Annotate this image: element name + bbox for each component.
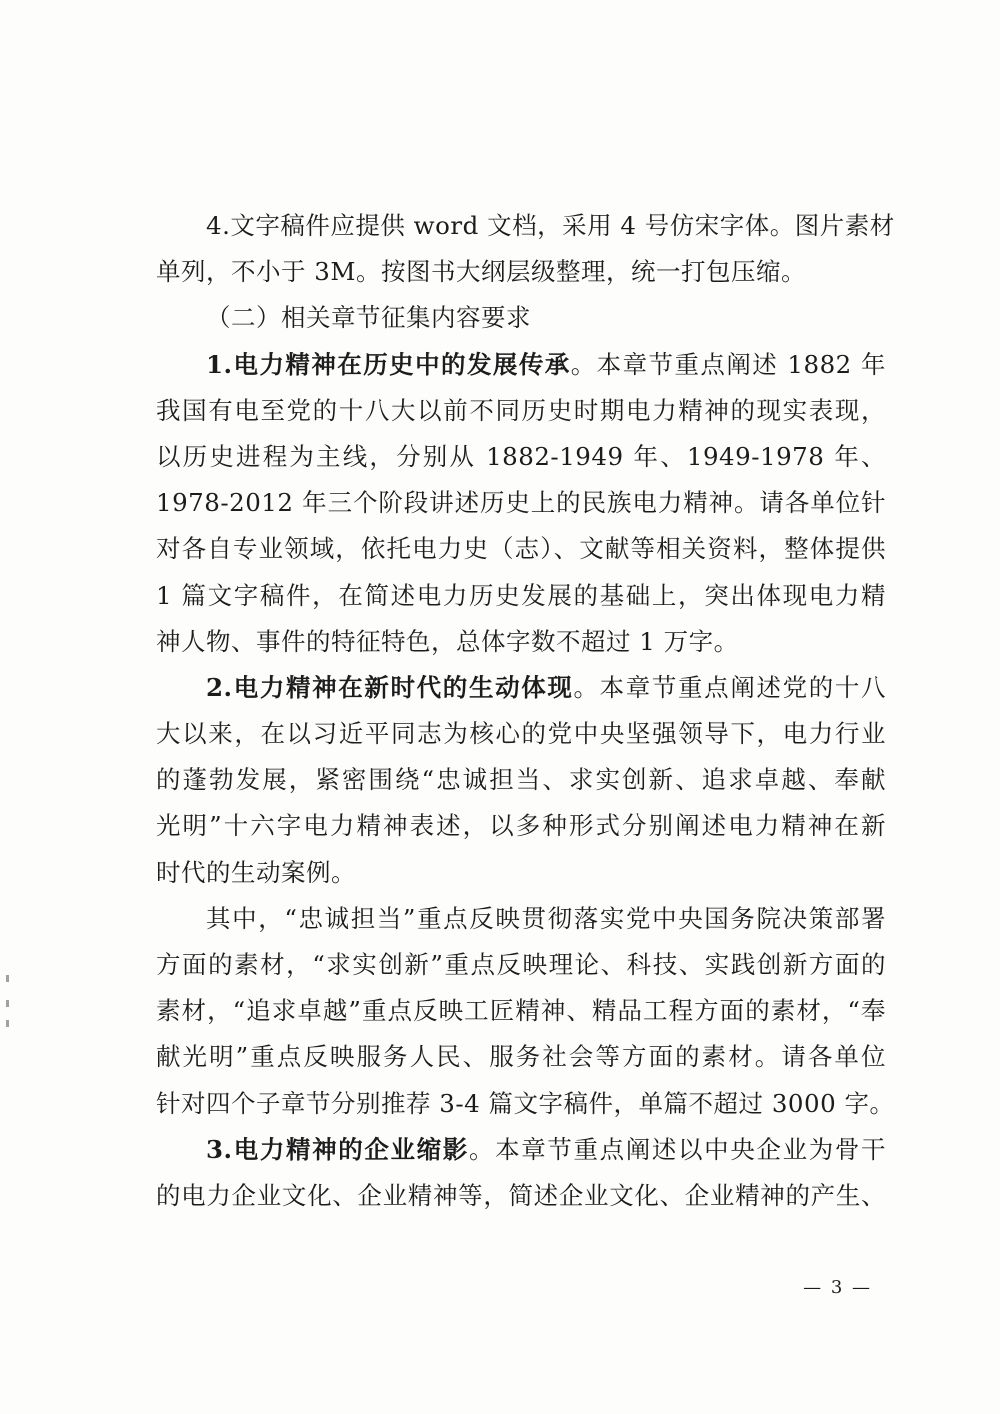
scan-edge-mark	[6, 975, 9, 982]
section-subheading: （二）相关章节征集内容要求	[206, 303, 531, 333]
text-line: 光明”十六字电力精神表述，以多种形式分别阐述电力精神在新	[156, 811, 886, 841]
text-line: 4.文字稿件应提供 word 文档，采用 4 号仿宋字体。图片素材	[206, 211, 895, 240]
text-line: 时代的生动案例。	[156, 857, 356, 887]
text-run: 。本章节重点阐述 1882 年	[570, 349, 886, 379]
text-line: 针对四个子章节分别推荐 3-4 篇文字稿件，单篇不超过 3000 字。	[156, 1088, 895, 1118]
text-line: 单列，不小于 3M。按图书大纲层级整理，统一打包压缩。	[156, 257, 806, 287]
text-line: 素材，“追求卓越”重点反映工匠精神、精品工程方面的素材，“奉	[156, 996, 886, 1026]
text-line: 以历史进程为主线，分别从 1882-1949 年、1949-1978 年、	[156, 441, 886, 471]
text-line	[156, 1127, 886, 1173]
text-line: 1 篇文字稿件，在简述电力历史发展的基础上，突出体现电力精	[156, 580, 886, 610]
chapter-heading: 1.电力精神在历史中的发展传承	[206, 349, 571, 379]
text-line: 方面的素材，“求实创新”重点反映理论、科技、实践创新方面的	[156, 950, 886, 979]
chapter-heading: 2.电力精神在新时代的生动体现	[206, 672, 574, 702]
text-line: 神人物、事件的特征特色，总体字数不超过 1 万字。	[156, 626, 739, 656]
page-number: — 3 —	[803, 1277, 872, 1298]
text-line: 大以来，在以习近平同志为核心的党中央坚强领导下，电力行业	[156, 719, 886, 749]
chapter-heading: 3.电力精神的企业缩影	[206, 1134, 469, 1164]
text-line: 其中，“忠诚担当”重点反映贯彻落实党中央国务院决策部署	[206, 903, 886, 933]
text-run: 。本章节重点阐述党的十八	[573, 672, 887, 702]
text-line: 的电力企业文化、企业精神等，简述企业文化、企业精神的产生、	[156, 1180, 886, 1210]
scan-edge-mark	[6, 1000, 9, 1007]
text-line	[156, 665, 886, 711]
text-line	[156, 342, 886, 388]
text-line: 的蓬勃发展，紧密围绕“忠诚担当、求实创新、追求卓越、奉献	[156, 765, 886, 795]
body-text	[156, 203, 895, 1219]
text-line: 献光明”重点反映服务人民、服务社会等方面的素材。请各单位	[156, 1042, 886, 1072]
text-line: 1978-2012 年三个阶段讲述历史上的民族电力精神。请各单位针	[156, 488, 886, 518]
text-run: 。本章节重点阐述以中央企业为骨干	[468, 1134, 887, 1164]
scan-edge-mark	[6, 1020, 9, 1027]
text-line: 我国有电至党的十八大以前不同历史时期电力精神的现实表现，	[156, 395, 886, 425]
text-line: 对各自专业领域，依托电力史（志）、文献等相关资料，整体提供	[156, 534, 886, 564]
